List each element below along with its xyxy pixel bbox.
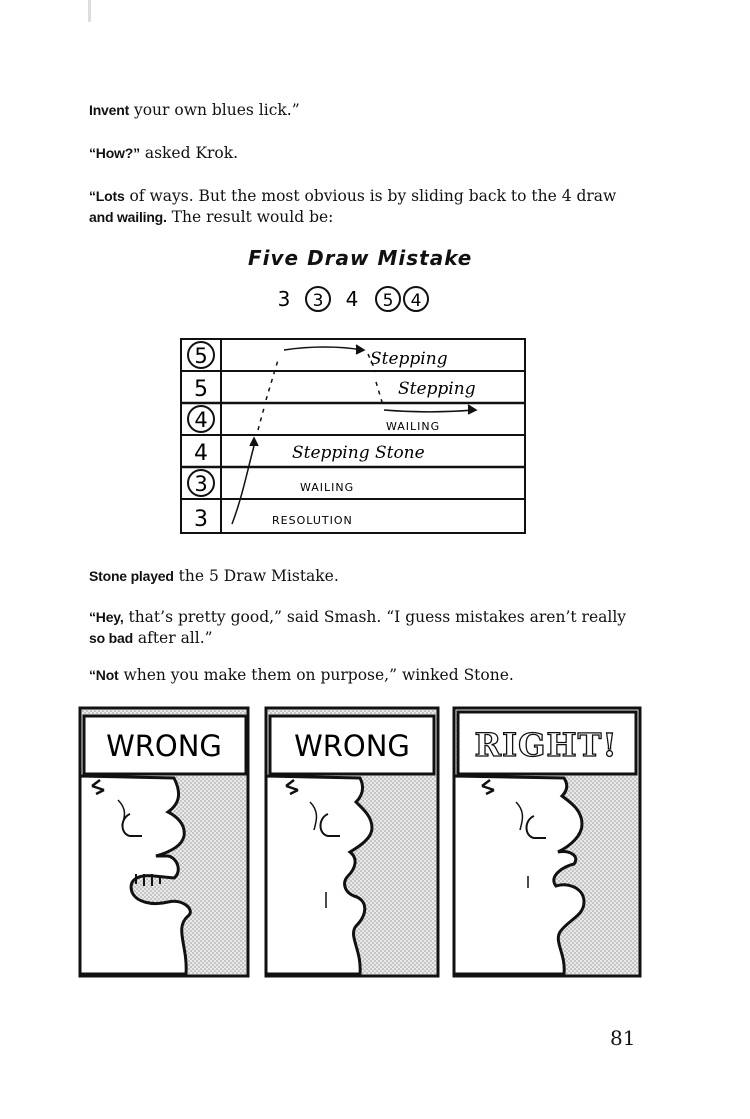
hole-technique-table (180, 338, 526, 534)
cartoon-panel-1 (78, 706, 252, 978)
svg-text:3: 3 (277, 287, 291, 311)
svg-text:WAILING: WAILING (300, 481, 355, 494)
svg-text:WAILING: WAILING (386, 420, 441, 433)
cartoon-panel-3 (452, 706, 642, 978)
note-seq-4 (376, 287, 400, 311)
paragraph-5 (89, 607, 649, 649)
paragraph-1-lead: Invent (89, 102, 130, 118)
svg-text:4: 4 (345, 287, 359, 311)
note-seq-5 (404, 287, 428, 311)
svg-text:5: 5 (194, 344, 208, 368)
paragraph-3-lead-2: and wailing. (89, 209, 167, 225)
svg-text:Stepping: Stepping (398, 379, 476, 399)
paragraph-3-text-2: The result would be: (166, 208, 334, 226)
paragraph-5-text: that’s pretty good,” said Smash. “I guess mistakes aren’t really (123, 608, 627, 626)
cartoon-panel-2 (264, 706, 440, 978)
paragraph-2 (89, 143, 649, 164)
paragraph-6-lead: “Not (89, 667, 119, 683)
paragraph-2-text: asked Krok. (139, 144, 239, 162)
paragraph-5-text-2: after all.” (132, 629, 213, 647)
page-edge-mark (88, 0, 91, 22)
svg-text:4: 4 (410, 291, 422, 311)
cartoon-3-caption: RIGHT! (474, 726, 618, 764)
note-seq-1 (278, 287, 291, 311)
svg-text:3: 3 (194, 507, 208, 532)
paragraph-3-lead: “Lots (89, 188, 125, 204)
paragraph-6-text: when you make them on purpose,” winked Stone. (118, 666, 514, 684)
paragraph-5-lead: “Hey, (89, 609, 124, 625)
paragraph-6 (89, 665, 649, 686)
cartoon-1-caption: WRONG (106, 729, 222, 763)
svg-text:4: 4 (194, 408, 208, 432)
diagram-title: Five Draw Mistake (248, 246, 473, 270)
paragraph-4 (89, 566, 649, 587)
paragraph-3-text: of ways. But the most obvious is by sliding back to the 4 draw (124, 187, 617, 205)
svg-text:RESOLUTION: RESOLUTION (272, 514, 353, 527)
cartoon-2-caption: WRONG (294, 729, 410, 763)
svg-text:4: 4 (194, 441, 208, 466)
paragraph-2-lead: “How?” (89, 145, 140, 161)
svg-text:3: 3 (312, 291, 324, 311)
paragraph-5-lead-2: so bad (89, 630, 133, 646)
note-sequence (276, 282, 466, 316)
note-seq-2 (306, 287, 330, 311)
svg-text:Stepping: Stepping (370, 349, 448, 369)
page-number: 81 (610, 1026, 636, 1050)
svg-text:5: 5 (194, 377, 208, 402)
svg-text:Stepping Stone: Stepping Stone (292, 443, 425, 463)
paragraph-1-text: your own blues lick.” (129, 101, 300, 119)
paragraph-1 (89, 100, 649, 121)
paragraph-3 (89, 186, 649, 228)
paragraph-4-text: the 5 Draw Mistake. (173, 567, 339, 585)
svg-text:5: 5 (382, 291, 394, 311)
paragraph-4-lead: Stone played (89, 568, 174, 584)
note-seq-3 (346, 287, 359, 311)
svg-text:3: 3 (194, 472, 208, 496)
